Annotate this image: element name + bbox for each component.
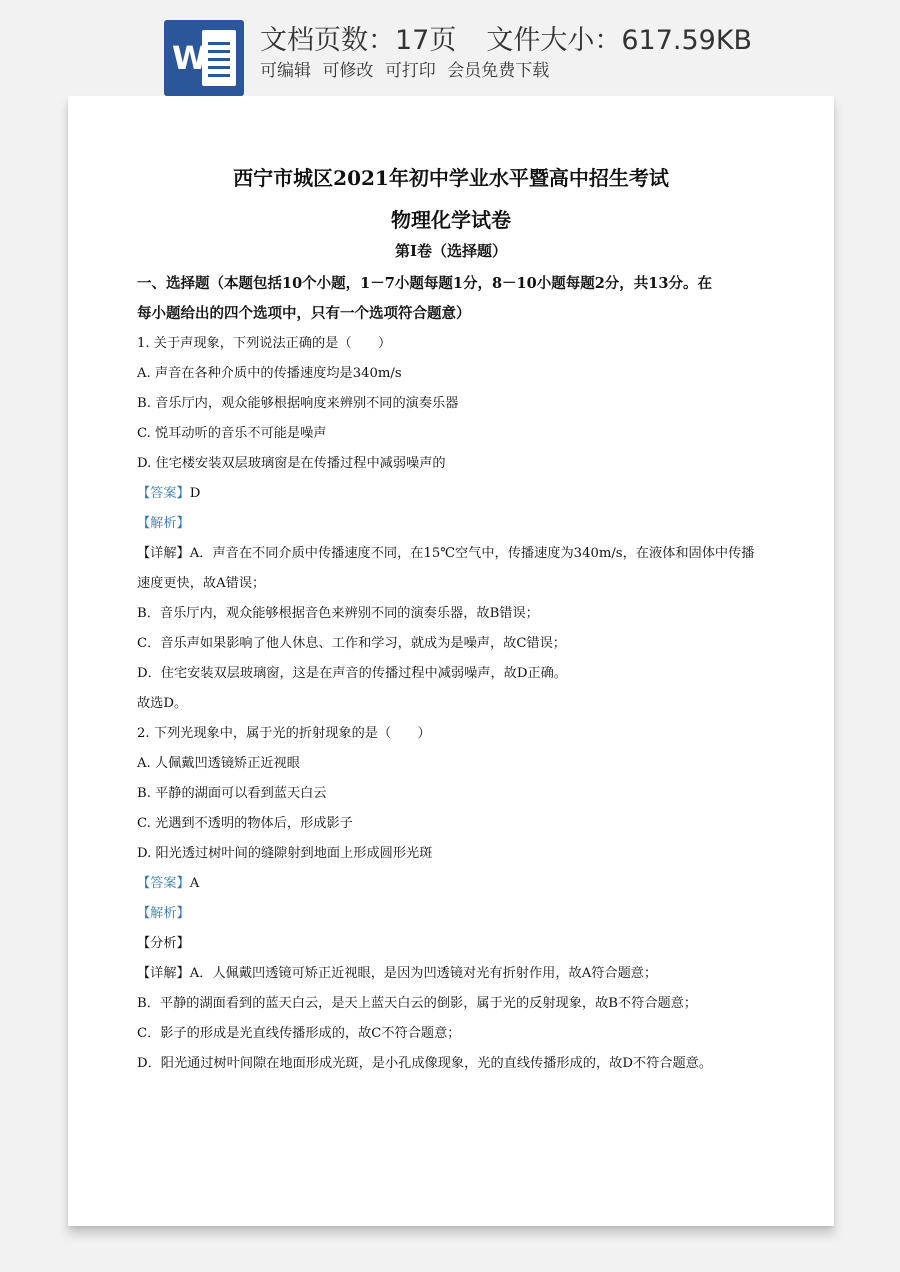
question-1-analysis-tag: 【解析】 [137,516,190,531]
question-2-option-c: C. 光遇到不透明的物体后，形成影子 [137,816,353,831]
question-1-detail-line: D．住宅安装双层玻璃窗，这是在声音的传播过程中减弱噪声，故D正确。 [137,666,567,681]
question-2-option-b: B. 平静的湖面可以看到蓝天白云 [137,786,327,801]
feature-printable: 可打印 [384,61,436,81]
question-2-detail-line: B．平静的湖面看到的蓝天白云，是天上蓝天白云的倒影，属于光的反射现象，故B不符合题意； [137,996,698,1011]
question-1-detail-line: 速度更快，故A错误； [137,576,266,591]
question-2-detail-line: C．影子的形成是光直线传播形成的，故C不符合题意； [137,1026,461,1041]
question-1-option-a: A. 声音在各种介质中的传播速度均是340m/s [137,366,402,381]
question-1-option-d: D. 住宅楼安装双层玻璃窗是在传播过程中减弱噪声的 [137,456,446,471]
question-2-stem: 2. 下列光现象中，属于光的折射现象的是（ ） [137,726,431,741]
answer-tag: 【答案】 [137,876,190,891]
document-page [68,96,834,1226]
question-1-stem: 1. 关于声现象，下列说法正确的是（ ） [137,336,392,351]
question-2-detail-line: D．阳光通过树叶间隙在地面形成光斑，是小孔成像现象，光的直线传播形成的，故D不符合题意。 [137,1056,713,1071]
download-banner [0,0,900,96]
document-title: 西宁市城区2021年初中学业水平暨高中招生考试 [233,166,669,190]
file-info [260,18,752,57]
word-document-icon: W [164,20,244,96]
feature-member-download: 会员免费下载 [447,61,550,81]
question-2-analysis-tag: 【解析】 [137,906,190,921]
question-2-answer [137,872,199,891]
answer-value: D [189,486,201,501]
question-2-option-a: A. 人佩戴凹透镜矫正近视眼 [137,756,300,771]
question-1-option-c: C. 悦耳动听的音乐不可能是噪声 [137,426,327,441]
section-title: 第Ⅰ卷（选择题） [394,242,508,260]
question-1-answer [137,482,200,501]
feature-editable: 可编辑 [260,61,311,81]
part-heading-cont: 每小题给出的四个选项中，只有一个选项符合题意） [137,305,471,322]
question-2-fenxi-tag: 【分析】 [137,936,190,951]
feature-modifiable: 可修改 [322,61,374,81]
feature-list [260,56,555,81]
question-1-option-b: B. 音乐厅内，观众能够根据响度来辨别不同的演奏乐器 [137,396,459,411]
question-1-detail-line: 【详解】A．声音在不同介质中传播速度不同，在15℃空气中，传播速度为340m/s，在液体和固体中传播 [137,546,755,561]
answer-tag: 【答案】 [137,486,190,501]
question-1-detail-line: C．音乐声如果影响了他人休息、工作和学习，就成为是噪声，故C错误； [137,636,566,651]
question-2-option-d: D. 阳光透过树叶间的缝隙射到地面上形成圆形光斑 [137,846,433,861]
file-size: 文件大小：617.59KB [486,25,753,56]
answer-value: A [189,876,200,891]
question-1-conclusion: 故选D。 [137,696,188,711]
document-subtitle: 物理化学试卷 [391,208,511,232]
question-2-detail-line: 【详解】A．人佩戴凹透镜可矫正近视眼，是因为凹透镜对光有折射作用，故A符合题意； [137,966,658,981]
part-heading: 一、选择题（本题包括10个小题，1－7小题每题1分，8－10小题每题2分，共13分。在 [137,275,712,292]
question-1-detail-line: B．音乐厅内，观众能够根据音色来辨别不同的演奏乐器，故B错误； [137,606,539,621]
page-count: 文档页数：17页 [260,25,457,56]
